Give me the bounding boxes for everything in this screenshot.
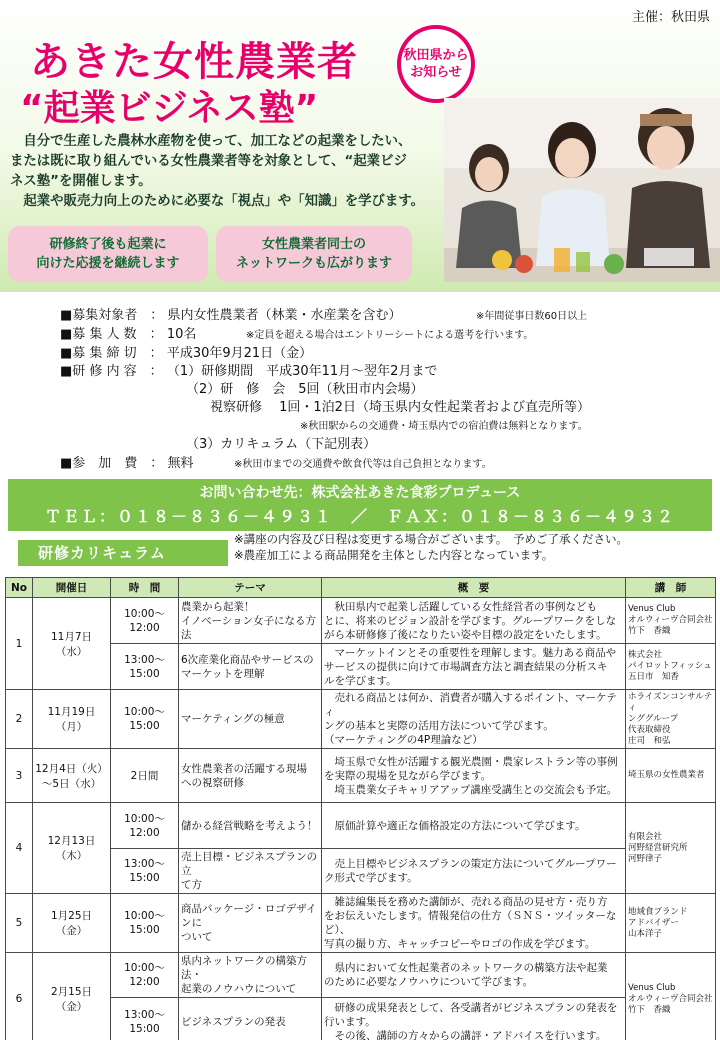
date-line: （木） [55,850,88,862]
row-time: 10:00～ 12:00 [111,953,179,998]
row-date [33,953,111,1040]
header-time: 時 間 [111,578,179,598]
contact-phone-fax: ＴＥＬ：０１８－８３６－４９３１ ／ ＦＡＸ：０１８－８３６－４９３２ [44,507,675,526]
intro-line: 起業や販売力向上のために必要な「視点」や「知識」を学びます。 [10,194,425,209]
table-row [6,998,716,1040]
row-no: 4 [6,803,33,894]
row-lecturer: 有限会社 河野経営研究所 河野律子 [626,803,716,894]
row-no: 3 [6,749,33,803]
highlight-pill-network [216,226,412,282]
date-line: 11月19日 [47,706,96,718]
content-field-trip-note: ※秋田駅からの交通費・埼玉県内での宿泊費は無料となります。 [300,421,588,432]
capacity-value: 10名 [166,327,197,342]
date-line: ～5日（水） [41,777,102,790]
badge-line2: お知らせ [410,65,462,80]
date-line: 1月25日 [50,910,93,922]
intro-text [10,132,442,212]
row-date [33,749,111,803]
table-row [6,690,716,749]
intro-line: ネス塾”を開催します。 [10,174,152,189]
row-summary: 県内において女性起業者のネットワークの構築方法や起業 のために必要なノウハウについて学びます。 [322,953,626,998]
capacity-note: ※定員を超える場合はエントリーシートによる選考を行います。 [246,330,534,341]
table-row [6,803,716,849]
row-summary: マーケットインとその重要性を理解します。魅力ある商品や サービスの提供に向けて市場調査方法と調査結果の分析スキ ルを学びます。 [322,644,626,690]
content-curriculum: （3）カリキュラム（下記別表） [186,437,377,452]
table-header-row [6,578,716,598]
header-date: 開催日 [33,578,111,598]
women-cooking-photo [444,98,720,282]
row-no: 6 [6,953,33,1040]
row-lecturer: 地域食ブランド アドバイザー 山本洋子 [626,894,716,953]
target-value: 県内女性農業者（林業・水産業を含む） [167,308,402,323]
notice-badge [397,25,475,103]
row-date [33,894,111,953]
row-lecturer: 埼玉県の女性農業者 [626,749,716,803]
header-theme: テーマ [179,578,322,598]
row-time: 10:00～ 15:00 [111,894,179,953]
target-label: ■募集対象者 ： [60,308,164,323]
row-theme: 農業から起業！ イノベーション女子になる方法 [179,598,322,644]
table-row [6,598,716,644]
contact-company: お問い合わせ先：株式会社あきた食彩プロデュース [199,485,521,501]
row-time: 2日間 [111,749,179,803]
table-row [6,644,716,690]
row-no: 2 [6,690,33,749]
content-field-trip: 視察研修 1回・1泊2日（埼玉県内女性起業者および直売所等） [210,400,590,415]
title-line1: あきた女性農業者 [30,39,358,85]
curriculum-table [5,577,716,1040]
curriculum-note-change: ※講座の内容及び日程は変更する場合がございます。 予めご了承ください。 [234,532,628,546]
deadline-value: 平成30年9月21日（金） [166,346,313,361]
row-lecturer: Venus Club オルウィーヴ合同会社 竹下 香織 [626,953,716,1040]
row-summary: 秋田県内で起業し活躍している女性経営者の事例なども とに、将来のビジョン設計を学びます。グループワークをしな がら本研修修了後になりたい姿や目標の設定をいたします。 [322,598,626,644]
row-time: 13:00～ 15:00 [111,644,179,690]
pill-line: ネットワークも広がります [235,256,392,271]
row-summary: 雑誌編集長を務めた講師が、売れる商品の見せ方・売り方 をお伝えいたします。情報発信の仕方（ＳＮＳ・ツイッターなど）、 写真の撮り方、キャッチコピーやロゴの作成を学びます。 [322,894,626,953]
row-lecturer: 株式会社 パイロットフィッシュ 五日市 知香 [626,644,716,690]
intro-line: または既に取り組んでいる女性農業者等を対象として、“起業ビジ [10,154,407,169]
row-theme: マーケティングの極意 [179,690,322,749]
row-lecturer: Venus Club オルウィーヴ合同会社 竹下 香織 [626,598,716,644]
row-time: 13:00～ 15:00 [111,849,179,894]
row-theme: 商品パッケージ・ロゴデザインに ついて [179,894,322,953]
row-summary: 売上目標やビジネスプランの策定方法についてグループワー ク形式で学びます。 [322,849,626,894]
row-theme: ビジネスプランの発表 [179,998,322,1040]
intro-line: 自分で生産した農林水産物を使って、加工などの起業をしたい、 [10,134,412,149]
target-note: ※年間従事日数60日以上 [476,311,588,322]
row-theme: 儲かる経営戦略を考えよう！ [179,803,322,849]
row-date [33,690,111,749]
title-line2: “起業ビジネス塾” [20,88,319,129]
row-summary: 原価計算や適正な価格設定の方法について学びます。 [322,803,626,849]
highlight-pill-support [8,226,208,282]
date-line: （金） [55,1001,88,1013]
row-no: 5 [6,894,33,953]
row-summary: 研修の成果発表として、各受講者がビジネスプランの発表を 行います。 その後、講師の方々からの講評・アドバイスを行います。 [322,998,626,1040]
table-row [6,849,716,894]
pill-line: 女性農業者同士の [261,237,366,252]
header-summary: 概 要 [322,578,626,598]
pill-line: 向けた応援を継続します [36,256,180,271]
row-summary: 売れる商品とは何か、消費者が購入するポイント、マーケティ ングの基本と実際の活用方法について学びます。 （マーケティングの4P理論など） [322,690,626,749]
curriculum-note-focus: ※農産加工による商品開発を主体とした内容となっています。 [234,548,554,562]
table-row [6,953,716,998]
header-no: No [6,578,33,598]
row-time: 13:00～ 15:00 [111,998,179,1040]
date-line: （月） [55,721,88,733]
deadline-label: ■募 集 締 切 ： [60,346,163,361]
row-theme: 県内ネットワークの構築方法・ 起業のノウハウについて [179,953,322,998]
date-line: 12月4日（火） [35,762,108,775]
fee-label: ■参 加 費 ： [60,456,164,471]
date-line: 11月7日 [50,630,93,643]
table-row [6,894,716,953]
fee-value: 無料 [167,456,194,471]
date-line: （水） [55,645,88,658]
row-theme: 売上目標・ビジネスプランの立 て方 [179,849,322,894]
date-line: 12月13日 [47,835,96,847]
row-no: 1 [6,598,33,690]
pill-line: 研修終了後も起業に [49,237,167,252]
row-theme: 6次産業化商品やサービスの マーケットを理解 [179,644,322,690]
header-lecturer: 講 師 [626,578,716,598]
hero-banner [0,0,720,292]
table-row [6,749,716,803]
fee-note: ※秋田市までの交通費や飲食代等は自己負担となります。 [234,459,492,470]
content-label: ■研 修 内 容 ： [60,364,163,379]
date-line: 2月15日 [50,986,93,998]
row-theme: 女性農業者の活躍する現場 への視察研修 [179,749,322,803]
row-date [33,803,111,894]
content-period: （1）研修期間 平成30年11月～翌年2月まで [166,364,438,379]
content-seminar: （2）研 修 会 5回（秋田市内会場） [186,382,424,397]
row-date [33,598,111,690]
organizer-label: 主催：秋田県 [631,10,710,25]
curriculum-title: 研修カリキュラム [18,540,228,566]
row-summary: 埼玉県で女性が活躍する観光農園・農家レストラン等の事例 を実際の現場を見ながら学びます。 埼玉農業女子キャリアアップ講座受講生との交流会も予定。 [322,749,626,803]
row-time: 10:00～ 15:00 [111,690,179,749]
row-time: 10:00～ 12:00 [111,803,179,849]
row-time: 10:00～ 12:00 [111,598,179,644]
date-line: （金） [55,925,88,937]
contact-banner [8,479,712,531]
badge-line1: 秋田県から [403,48,469,63]
row-lecturer: ホライズンコンサルティ ンググループ 代表取締役 庄司 和弘 [626,690,716,749]
capacity-label: ■募 集 人 数 ： [60,327,163,342]
